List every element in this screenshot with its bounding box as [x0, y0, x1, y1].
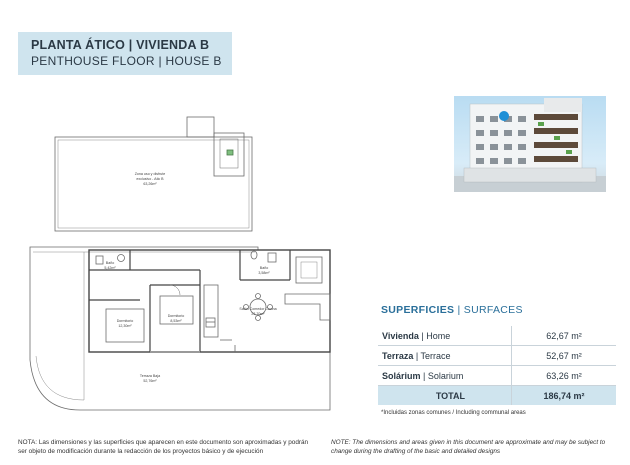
- solarium-area-label: 63,26m²: [143, 182, 157, 186]
- row-label-en: Terrace: [420, 350, 451, 361]
- solarium-label-2: exclusivo - Atic B: [136, 177, 164, 181]
- solarium-label: Zona uso y disfrute: [134, 172, 166, 176]
- bath2-area: 3,58m²: [258, 271, 270, 275]
- bath2-label: Baño: [259, 266, 269, 270]
- building-render-image: [454, 96, 606, 192]
- location-marker-icon: [499, 111, 509, 121]
- row-label: Vivienda | Home: [378, 326, 512, 346]
- bedroom2-area: 8,53m²: [170, 319, 182, 323]
- title-spanish: PLANTA ÁTICO | VIVIENDA B: [31, 38, 210, 52]
- bath1-label: Baño: [105, 261, 115, 265]
- total-row: [378, 386, 616, 406]
- bedroom1-area: 12,30m²: [118, 324, 132, 328]
- surfaces-title-es: SUPERFICIES: [381, 304, 455, 316]
- row-value: 62,67 m²: [512, 326, 617, 346]
- bedroom2-label: Dormitorio: [167, 314, 185, 318]
- surfaces-title: [381, 304, 523, 316]
- row-label-es: Vivienda: [382, 330, 419, 341]
- row-label-es: Terraza: [382, 350, 414, 361]
- total-value: 186,74 m²: [512, 386, 617, 406]
- terrace-label: Terraza Baja: [139, 374, 161, 378]
- total-label: TOTAL: [378, 386, 512, 406]
- surfaces-table: [378, 326, 616, 405]
- terrace-outline: [30, 247, 330, 410]
- terrace-area: 52,76m²: [143, 379, 157, 383]
- living-area: 23,70m²: [251, 312, 265, 316]
- row-value: 52,67 m²: [512, 346, 617, 366]
- table-row: [378, 346, 616, 366]
- row-label-en: Home: [426, 330, 451, 341]
- note-spanish: NOTA: Las dimensiones y las superficies que aparecen en este documento son aproximadas y podrán ser objeto de modificación durante la redacción de los proyectos básico y de ejecución: [18, 439, 309, 455]
- living-label: Salón Comedor Cocina: [239, 307, 277, 311]
- row-label: Terraza | Terrace: [378, 346, 512, 366]
- title-english: PENTHOUSE FLOOR | HOUSE B: [31, 54, 222, 68]
- note-english: NOTE: The dimensions and areas given in this document are approximate and may be subject to change during the drafting of the basic and detailed designs: [331, 439, 606, 455]
- bedroom1-label: Dormitorio: [116, 319, 134, 323]
- row-label: Solárium | Solarium: [378, 366, 512, 386]
- building-render: [454, 96, 606, 192]
- row-label-en: Solarium: [427, 370, 464, 381]
- table-row: [378, 326, 616, 346]
- table-row: [378, 366, 616, 386]
- bath1-area: 5,42m²: [104, 266, 116, 270]
- row-label-es: Solárium: [382, 370, 421, 381]
- surfaces-title-en: SURFACES: [463, 304, 523, 316]
- row-value: 63,26 m²: [512, 366, 617, 386]
- surfaces-footnote: *Incluidas zonas comunes / Including communal areas: [381, 410, 526, 416]
- surfaces-title-separator: |: [454, 304, 464, 316]
